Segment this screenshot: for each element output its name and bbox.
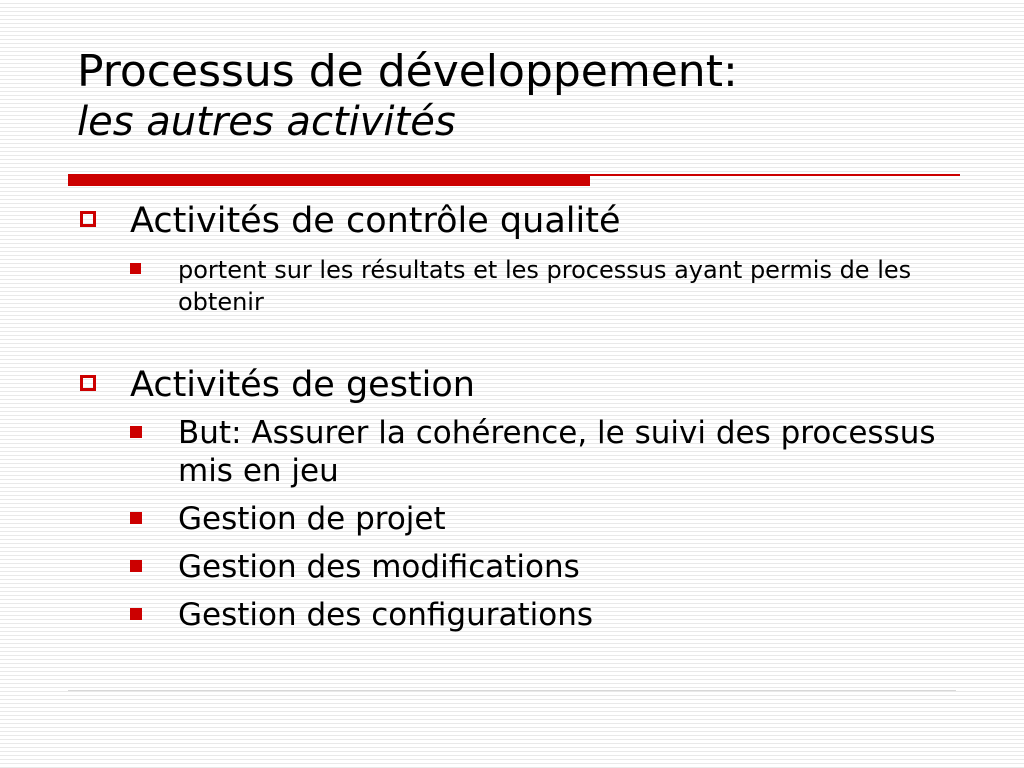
footer-divider: [68, 690, 956, 691]
hollow-square-bullet-icon: [80, 375, 96, 391]
slide-title-subtitle: les autres activités: [77, 99, 456, 145]
title-divider-thick: [68, 174, 590, 186]
bullet-quality-control: [78, 200, 958, 242]
filled-square-bullet-icon: [130, 608, 142, 620]
sub-bullet-goal: [78, 414, 958, 490]
sub-bullet-modifications-text: Gestion des modifications: [178, 549, 580, 585]
sub-bullet-project: [78, 500, 958, 538]
filled-square-bullet-icon: [130, 560, 142, 572]
hollow-square-bullet-icon: [80, 211, 96, 227]
slide-title-main: Processus de développement:: [77, 46, 738, 97]
slide-body: [78, 200, 958, 644]
sub-bullet-results: [78, 254, 958, 318]
filled-square-bullet-icon: [130, 263, 141, 274]
slide-title: [77, 46, 977, 146]
bullet-quality-control-text: Activités de contrôle qualité: [130, 201, 621, 241]
sub-bullet-project-text: Gestion de projet: [178, 501, 446, 537]
sub-bullet-results-text: portent sur les résultats et les processus ayant permis de les obtenir: [178, 256, 912, 316]
filled-square-bullet-icon: [130, 426, 142, 438]
filled-square-bullet-icon: [130, 512, 142, 524]
bullet-management: [78, 364, 958, 406]
bullet-management-text: Activités de gestion: [130, 365, 475, 405]
sub-bullet-modifications: [78, 548, 958, 586]
sub-bullet-goal-text: But: Assurer la cohérence, le suivi des processus mis en jeu: [178, 415, 936, 489]
title-divider-thin: [590, 174, 960, 176]
sub-bullet-configurations: [78, 596, 958, 634]
sub-bullet-configurations-text: Gestion des configurations: [178, 597, 594, 633]
